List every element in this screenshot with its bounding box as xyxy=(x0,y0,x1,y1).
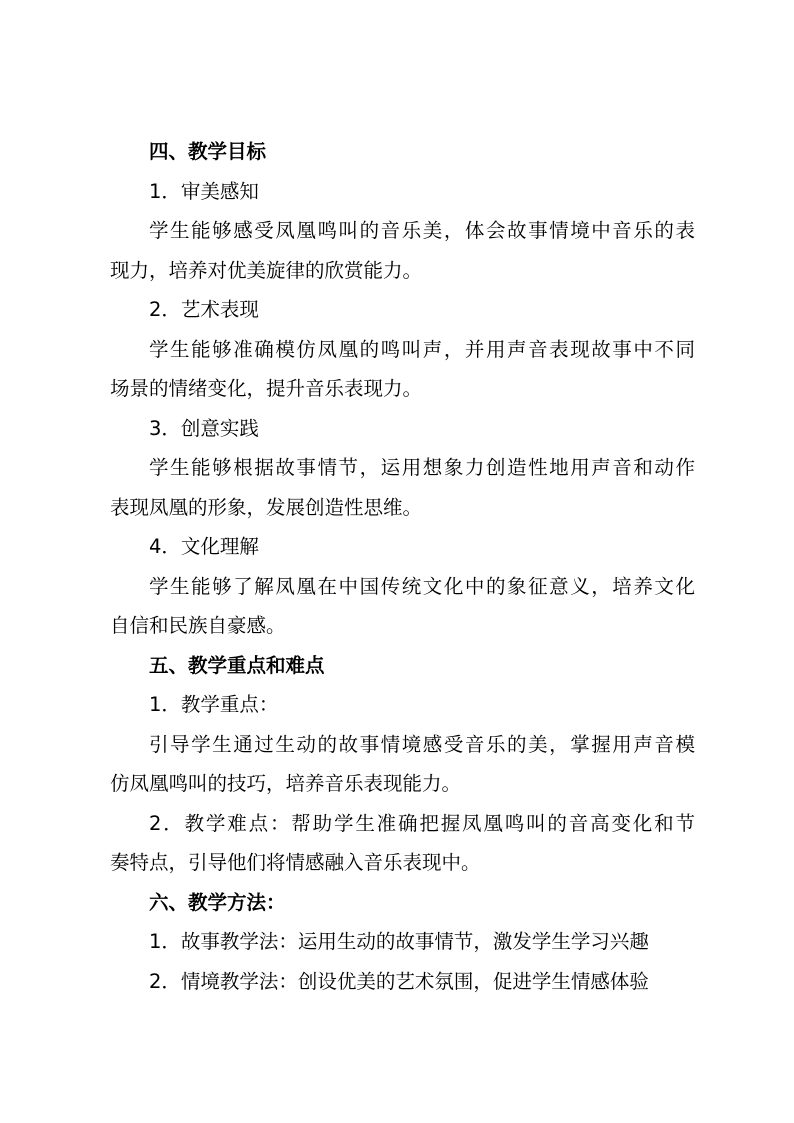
method-item-situation: 2．情境教学法：创设优美的艺术氛围，促进学生情感体验 xyxy=(149,969,649,993)
document-body xyxy=(110,132,695,1001)
body-line: 学生能够准确模仿凤凰的鸣叫声，并用声音表现故事中不同 xyxy=(149,337,695,361)
body-line-teaching-difficulty: 2．教学难点：帮助学生准确把握凤凰鸣叫的音高变化和节 xyxy=(149,811,695,835)
section-heading-key-points: 五、教学重点和难点 xyxy=(149,653,325,677)
body-line: 表现凤凰的形象，发展创造性思维。 xyxy=(110,495,423,519)
body-line: 引导学生通过生动的故事情境感受音乐的美，掌握用声音模 xyxy=(149,732,695,756)
body-line: 自信和民族自豪感。 xyxy=(110,614,286,637)
section-heading-teaching-methods: 六、教学方法： xyxy=(149,890,286,914)
item-title-teaching-focus: 1．教学重点： xyxy=(149,693,279,716)
body-line: 奏特点，引导他们将情感融入音乐表现中。 xyxy=(110,851,481,874)
item-title-aesthetic-perception: 1．审美感知 xyxy=(149,179,259,203)
item-title-creative-practice: 3．创意实践 xyxy=(149,416,259,440)
body-line: 学生能够了解凤凰在中国传统文化中的象征意义，培养文化 xyxy=(149,574,695,598)
body-line: 学生能够根据故事情节，运用想象力创造性地用声音和动作 xyxy=(149,456,695,479)
body-line: 仿凤凰鸣叫的技巧，培养音乐表现能力。 xyxy=(110,772,462,795)
body-line: 现力，培养对优美旋律的欣赏能力。 xyxy=(110,258,423,282)
body-line: 学生能够感受凤凰鸣叫的音乐美，体会故事情境中音乐的表 xyxy=(149,219,695,242)
item-title-artistic-expression: 2．艺术表现 xyxy=(149,298,259,321)
item-title-cultural-understanding: 4．文化理解 xyxy=(149,535,259,558)
method-item-story: 1．故事教学法：运用生动的故事情节，激发学生学习兴趣 xyxy=(149,930,649,953)
body-line: 场景的情绪变化，提升音乐表现力。 xyxy=(110,377,423,400)
section-heading-teaching-goals: 四、教学目标 xyxy=(149,140,267,163)
